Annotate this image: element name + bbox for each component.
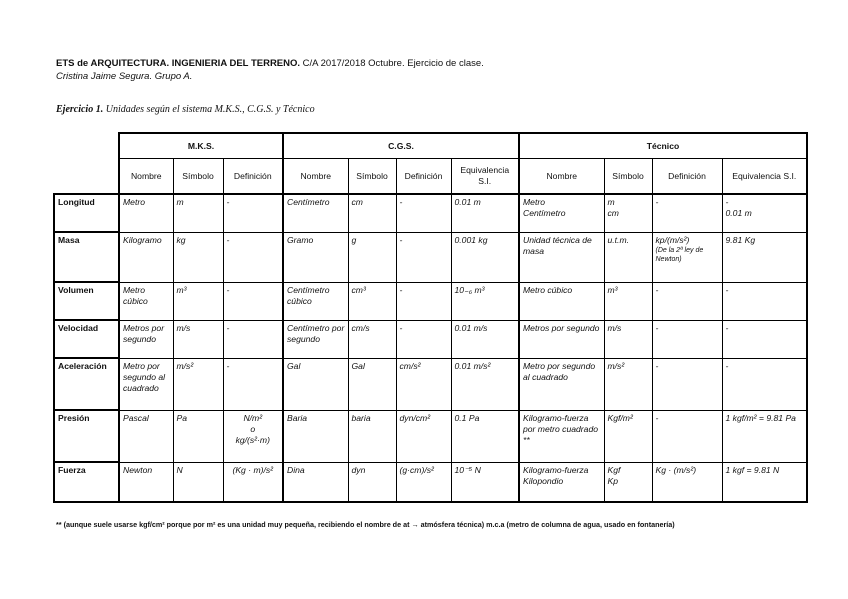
- tecnico-nombre-text: Unidad técnica de masa: [523, 234, 592, 256]
- tecnico-definicion: [652, 320, 722, 358]
- cgs-definicion: [396, 232, 451, 282]
- tecnico-simbolo-text: m/s: [607, 322, 622, 333]
- tecnico-simbolo-text: u.t.m.: [607, 234, 629, 245]
- tecnico-definicion: [652, 410, 722, 462]
- cgs-equivalencia-text: 0.001 kg: [454, 234, 488, 245]
- tecnico-definicion: [652, 358, 722, 410]
- tecnico-definicion: [652, 282, 722, 320]
- tecnico-definicion: [652, 232, 722, 282]
- tecnico-equivalencia-text: -: [725, 284, 729, 295]
- cgs-definicion-text: -: [399, 322, 403, 333]
- cgs-simbolo-text: cm: [351, 197, 363, 207]
- col-definicion: Definición: [223, 159, 283, 195]
- corner-blank: [54, 133, 119, 159]
- exercise-title: [56, 104, 315, 115]
- tecnico-equivalencia: [722, 410, 807, 462]
- cgs-nombre: [283, 194, 348, 232]
- table-row: [54, 282, 807, 320]
- table-row: [54, 358, 807, 410]
- mks-nombre: [119, 194, 173, 232]
- mks-nombre-text: Metro por segundo al cuadrado: [123, 360, 166, 393]
- cgs-nombre-text: Gal: [287, 360, 301, 371]
- cgs-equivalencia-text: 0.1 Pa: [454, 412, 480, 423]
- mks-nombre-text: Metros por segundo: [123, 322, 165, 344]
- tecnico-definicion-text: -: [655, 284, 659, 295]
- tecnico-equivalencia: [722, 462, 807, 502]
- cgs-definicion: [396, 194, 451, 232]
- cgs-equivalencia-text: 10₋₆ m³: [454, 284, 485, 295]
- cgs-simbolo-text: cm³: [351, 284, 366, 295]
- cgs-simbolo: [348, 358, 396, 410]
- cgs-equivalencia: [451, 462, 519, 502]
- cgs-nombre: [283, 410, 348, 462]
- col-equivalencia: Equivalencia S.I.: [722, 159, 807, 195]
- col-nombre: Nombre: [283, 159, 348, 195]
- mks-simbolo: [173, 320, 223, 358]
- tecnico-simbolo: [604, 194, 652, 232]
- cgs-nombre: [283, 232, 348, 282]
- tecnico-equivalencia-text: 1 kgf = 9.81 N: [725, 464, 780, 475]
- tecnico-nombre: [519, 320, 604, 358]
- tecnico-nombre-text: Kilogramo-fuerza Kilopondio: [523, 464, 589, 486]
- tecnico-definicion: [652, 194, 722, 232]
- cgs-equivalencia: [451, 282, 519, 320]
- mks-definicion-text: -: [226, 234, 230, 245]
- cgs-simbolo: [348, 462, 396, 502]
- tecnico-definicion-text: -: [655, 412, 659, 423]
- mks-nombre: [119, 282, 173, 320]
- tecnico-equivalencia-text: - 0.01 m: [725, 197, 752, 218]
- tecnico-nombre-text: Metros por segundo: [523, 322, 600, 333]
- mks-simbolo: [173, 232, 223, 282]
- mks-definicion: [223, 358, 283, 410]
- tecnico-equivalencia: [722, 282, 807, 320]
- cgs-simbolo-text: cm/s: [351, 322, 370, 333]
- col-simbolo: Símbolo: [604, 159, 652, 195]
- cgs-equivalencia-text: 0.01 m/s: [454, 322, 488, 333]
- row-magnitude-text: Longitud: [58, 197, 95, 207]
- col-nombre: Nombre: [519, 159, 604, 195]
- col-definicion: Definición: [396, 159, 451, 195]
- tecnico-simbolo-text: m cm: [607, 197, 619, 218]
- tecnico-equivalencia-text: 9.81 Kg: [725, 234, 756, 245]
- cgs-simbolo-text: baria: [351, 412, 371, 423]
- tecnico-equivalencia-text: -: [725, 322, 729, 333]
- mks-definicion-text: N/m² o kg/(s²·m): [235, 412, 270, 445]
- mks-nombre: [119, 410, 173, 462]
- units-table: [53, 132, 808, 503]
- tecnico-nombre-text: Kilogramo-fuerza por metro cuadrado **: [523, 412, 598, 445]
- tecnico-definicion-note: (De la 2ª ley de Newton): [655, 246, 704, 263]
- mks-simbolo-text: m³: [176, 284, 187, 295]
- cgs-definicion-text: -: [399, 197, 403, 207]
- cgs-equivalencia: [451, 410, 519, 462]
- row-magnitude-text: Masa: [58, 235, 80, 245]
- header-rest: C/A 2017/2018 Octubre. Ejercicio de clase.: [300, 58, 484, 69]
- footnote: ** (aunque suele usarse kgf/cm² porque por m² es una unidad muy pequeña, recibiendo el nombre de at → atmósfera técnica) m.c.a (metro de columna de agua, usado en fontanería): [56, 520, 675, 529]
- mks-nombre-text: Kilogramo: [123, 234, 162, 245]
- mks-definicion: [223, 194, 283, 232]
- mks-definicion: [223, 462, 283, 502]
- tecnico-simbolo-text: Kgf Kp: [607, 464, 621, 486]
- group-tecnico: Técnico: [519, 133, 807, 159]
- cgs-definicion-text: (g·cm)/s²: [399, 464, 434, 475]
- exercise-number: Ejercicio 1.: [56, 104, 104, 115]
- row-magnitude-text: Fuerza: [58, 465, 86, 475]
- cgs-nombre-text: Dina: [287, 464, 305, 475]
- col-simbolo: Símbolo: [348, 159, 396, 195]
- tecnico-definicion-text: -: [655, 322, 659, 333]
- cgs-definicion-text: -: [399, 234, 403, 245]
- mks-simbolo-text: Pa: [176, 412, 188, 423]
- tecnico-equivalencia: [722, 232, 807, 282]
- col-definicion: Definición: [652, 159, 722, 195]
- tecnico-nombre: [519, 194, 604, 232]
- mks-simbolo-text: kg: [176, 234, 186, 245]
- cgs-simbolo: [348, 320, 396, 358]
- cgs-nombre: [283, 358, 348, 410]
- tecnico-nombre: [519, 282, 604, 320]
- cgs-nombre-text: Centímetro por segundo: [287, 322, 345, 344]
- mks-simbolo: [173, 358, 223, 410]
- cgs-definicion: [396, 282, 451, 320]
- cgs-nombre: [283, 462, 348, 502]
- mks-simbolo-text: m/s: [176, 322, 191, 333]
- tecnico-equivalencia: [722, 194, 807, 232]
- mks-nombre-text: Metro: [123, 197, 145, 207]
- mks-simbolo: [173, 282, 223, 320]
- cgs-simbolo-text: g: [351, 234, 357, 245]
- col-simbolo: Símbolo: [173, 159, 223, 195]
- mks-definicion: [223, 232, 283, 282]
- table-row: [54, 320, 807, 358]
- row-magnitude-text: Volumen: [58, 285, 94, 295]
- row-magnitude-text: Aceleración: [58, 361, 107, 371]
- table-row: [54, 410, 807, 462]
- cgs-nombre-text: Centímetro cúbico: [287, 284, 330, 306]
- tecnico-equivalencia: [722, 320, 807, 358]
- cgs-equivalencia-text: 0.01 m/s²: [454, 360, 491, 371]
- tecnico-equivalencia-text: -: [725, 360, 729, 371]
- col-equivalencia: Equivalencia S.I.: [451, 159, 519, 195]
- cgs-equivalencia: [451, 358, 519, 410]
- tecnico-definicion-text: -: [655, 197, 659, 207]
- cgs-simbolo: [348, 194, 396, 232]
- tecnico-nombre-text: Metro Centímetro: [523, 197, 566, 218]
- tecnico-simbolo: [604, 320, 652, 358]
- cgs-nombre-text: Gramo: [287, 234, 314, 245]
- tecnico-definicion-text: kp/(m/s²): [655, 234, 690, 245]
- table-row: [54, 194, 807, 232]
- cgs-definicion: [396, 410, 451, 462]
- cgs-definicion: [396, 462, 451, 502]
- row-magnitude: [54, 232, 119, 282]
- mks-nombre: [119, 232, 173, 282]
- tecnico-nombre: [519, 232, 604, 282]
- mks-simbolo: [173, 194, 223, 232]
- row-magnitude-text: Presión: [58, 413, 90, 423]
- tecnico-simbolo: [604, 462, 652, 502]
- mks-nombre-text: Newton: [123, 464, 153, 475]
- cgs-definicion-text: dyn/cm²: [399, 412, 431, 423]
- mks-definicion-text: (Kg · m)/s²: [232, 464, 274, 475]
- mks-nombre: [119, 462, 173, 502]
- tecnico-simbolo-text: m/s²: [607, 360, 625, 371]
- document-header: [56, 58, 484, 70]
- header-bold: ETS de ARQUITECTURA. INGENIERIA DEL TERRENO.: [56, 58, 301, 69]
- exercise-text: Unidades según el sistema M.K.S., C.G.S. y Técnico: [103, 104, 315, 115]
- tecnico-simbolo: [604, 282, 652, 320]
- tecnico-simbolo-text: m³: [607, 284, 618, 295]
- mks-definicion: [223, 410, 283, 462]
- cgs-definicion-text: cm/s²: [399, 360, 421, 371]
- cgs-simbolo-text: dyn: [351, 464, 366, 475]
- tecnico-definicion-text: -: [655, 360, 659, 371]
- tecnico-nombre: [519, 462, 604, 502]
- table-row: [54, 232, 807, 282]
- cgs-equivalencia: [451, 232, 519, 282]
- cgs-simbolo: [348, 282, 396, 320]
- mks-nombre-text: Pascal: [123, 412, 149, 423]
- cgs-nombre: [283, 320, 348, 358]
- group-mks: M.K.S.: [119, 133, 283, 159]
- cgs-equivalencia: [451, 194, 519, 232]
- tecnico-equivalencia-text: 1 kgf/m² = 9.81 Pa: [725, 412, 796, 423]
- mks-definicion-text: -: [226, 284, 230, 295]
- row-magnitude: [54, 194, 119, 232]
- col-nombre: Nombre: [119, 159, 173, 195]
- row-magnitude: [54, 358, 119, 410]
- tecnico-simbolo: [604, 358, 652, 410]
- tecnico-simbolo: [604, 232, 652, 282]
- mks-nombre: [119, 320, 173, 358]
- tecnico-nombre-text: Metro cúbico: [523, 284, 573, 295]
- row-magnitude: [54, 462, 119, 502]
- row-magnitude: [54, 410, 119, 462]
- cgs-nombre-text: Centímetro: [287, 197, 330, 207]
- cgs-definicion: [396, 358, 451, 410]
- group-cgs: C.G.S.: [283, 133, 519, 159]
- tecnico-definicion-text: Kg · (m/s²): [655, 464, 697, 475]
- tecnico-nombre: [519, 410, 604, 462]
- tecnico-definicion: [652, 462, 722, 502]
- row-magnitude: [54, 320, 119, 358]
- cgs-nombre-text: Baria: [287, 412, 308, 423]
- tecnico-simbolo: [604, 410, 652, 462]
- cgs-simbolo-text: Gal: [351, 360, 365, 371]
- cgs-definicion-text: -: [399, 284, 403, 295]
- cgs-simbolo: [348, 232, 396, 282]
- mks-simbolo-text: N: [176, 464, 183, 475]
- row-magnitude: [54, 282, 119, 320]
- mks-definicion-text: -: [226, 360, 230, 371]
- mks-simbolo: [173, 462, 223, 502]
- cgs-nombre: [283, 282, 348, 320]
- cgs-equivalencia: [451, 320, 519, 358]
- mks-simbolo: [173, 410, 223, 462]
- tecnico-nombre-text: Metro por segundo al cuadrado: [523, 360, 596, 382]
- author-line: Cristina Jaime Segura. Grupo A.: [56, 71, 193, 82]
- mks-nombre-text: Metro cúbico: [123, 284, 148, 306]
- mks-definicion: [223, 282, 283, 320]
- mks-simbolo-text: m/s²: [176, 360, 194, 371]
- cgs-equivalencia-text: 0.01 m: [454, 197, 481, 207]
- cgs-simbolo: [348, 410, 396, 462]
- row-magnitude-text: Velocidad: [58, 323, 99, 333]
- corner-blank-2: [54, 159, 119, 195]
- tecnico-nombre: [519, 358, 604, 410]
- mks-simbolo-text: m: [176, 197, 184, 207]
- tecnico-simbolo-text: Kgf/m²: [607, 412, 633, 423]
- mks-definicion: [223, 320, 283, 358]
- mks-definicion-text: -: [226, 322, 230, 333]
- tecnico-equivalencia: [722, 358, 807, 410]
- cgs-definicion: [396, 320, 451, 358]
- mks-definicion-text: -: [226, 197, 230, 207]
- cgs-equivalencia-text: 10⁻⁵ N: [454, 464, 481, 475]
- table-row: [54, 462, 807, 502]
- mks-nombre: [119, 358, 173, 410]
